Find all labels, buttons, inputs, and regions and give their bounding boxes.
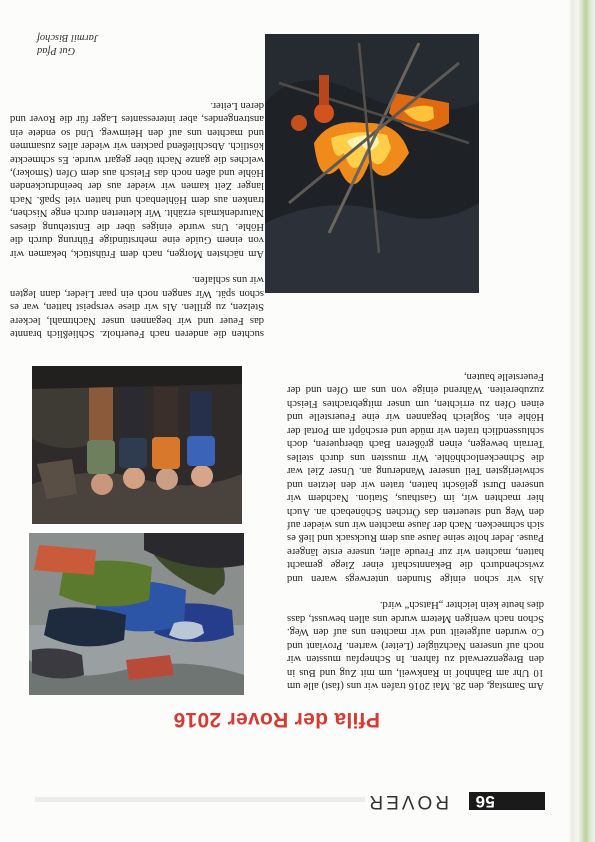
header-rule (35, 797, 365, 802)
photo-campfire (265, 34, 479, 293)
article-title: Pfila der Rover 2016 (173, 708, 380, 731)
page-number: 56 (469, 792, 545, 810)
photo-gear-on-floor (29, 533, 244, 695)
paragraph: Am Samstag, den 28. Mai 2016 trafen wir uns (fast) alle um 10 Uhr am Bahnhof in Rankweil, um mit Zug und Bus in den Bregenzerwald zu fahren. In Schnepfau mussten wir noch auf unseren Nachzügler (Leiter) warten. Proviant und Co wurden aufgeteilt und wir machten uns auf den Weg. Schon nach wenigen Metern wurde uns allen bewusst, dass dies heute kein leichter „Hatsch“ wird. (287, 599, 544, 691)
text-column-left (287, 370, 544, 692)
photo-group-of-rovers (32, 366, 242, 524)
page-header (35, 792, 545, 810)
paragraph: suchten die anderen nach Feuerholz. Schließlich brannte das Feuer und wir begannen unser Nachtmahl, leckere Stelzen, zu grillen. Als wir diese verspeist hatten, war es schon spät. Wir sangen noch ein paar Lieder, dann legten wir uns schlafen. (10, 274, 264, 339)
signature-author: Jarmil Bischof (37, 32, 99, 43)
paragraph: Als wir schon einige Stunden unterwegs waren und zwischendurch die Bekanntschaft einer Ziege gemacht hatten, machten wir zur Freude aller, unsere erste längere Pause. Jeder holte seine Jause aus dem Rucksack und ließ es sich schmecken. Nach der Jause machten wir uns wieder auf den Weg und steuerten das Örtchen Schönebach an. Auch hier machten wir, im Gasthaus, Station. Nachdem wir unseren Durst gelöscht hatten, traten wir den letzten und schwierigsten Teil unserer Wanderung an. Unser Ziel war die Schneckenlochhöhle. Wir mussten uns durch steiles Terrain bewegen, einen größeren Bach überqueren, doch schlussendlich trafen wir müde und erschöpft am Portal der Höhle ein. Sogleich begannen wir eine Feuerstelle und einen Ofen zu errichten, um unser mitgebrachtes Fleisch zuzubereiten. Während einige von uns am Ofen und der Feuerstelle bauten, (287, 371, 544, 584)
paragraph: Am nächsten Morgen, nach dem Frühstück, bekamen wir von einem Guide eine mehrstündige Führung durch die Höhle. Uns wurde einiges über die Entstehung dieses Naturdenkmals erzählt. Wir kletterten durch enge Nischen, tranken aus dem Höhlenbach und hatten viel Spaß. Nach langer Zeit kamen wir wieder aus der beeindruckenden Höhle und aßen noch das Fleisch aus dem Ofen (Smoker), welches die ganze Nacht über gegart wurde. Es schmeckte köstlich. Abschließend packten wir wieder alles zusammen und machten uns auf den Heimweg. Und so endete ein anstrengendes, aber interessantes Lager für die Rover und deren Leiter. (10, 99, 264, 259)
section-label: ROVER (366, 791, 449, 812)
signature-greeting: Gut Pfad (37, 45, 76, 56)
author-signature (37, 31, 133, 57)
